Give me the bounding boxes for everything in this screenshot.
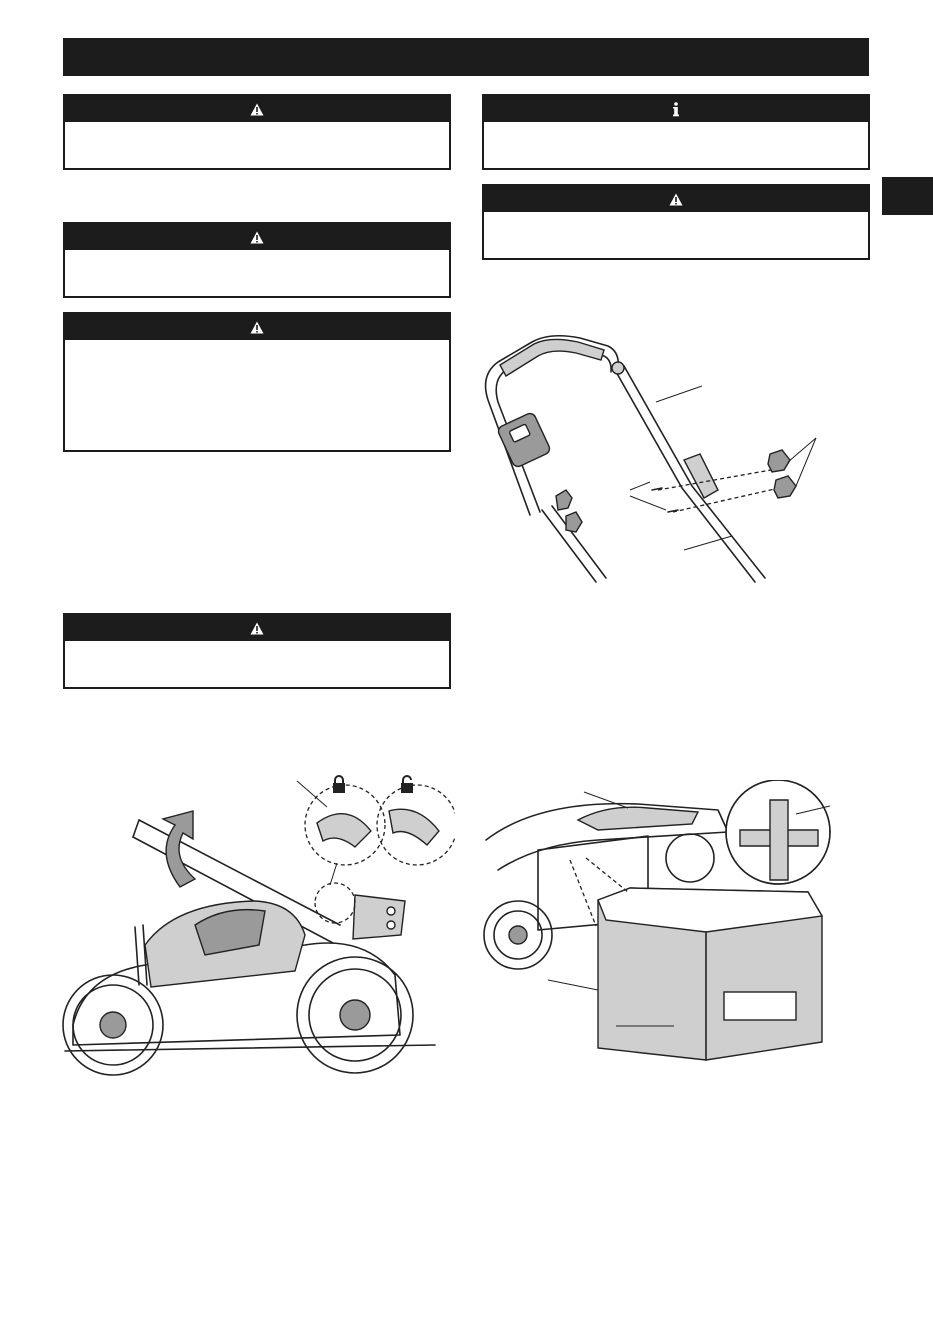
mower-folding-handle-illustration xyxy=(55,775,455,1085)
warning-box-2 xyxy=(63,222,451,298)
info-header xyxy=(484,96,868,122)
warning-header xyxy=(65,224,449,250)
warning-box-4 xyxy=(63,613,451,689)
lock-closed-icon xyxy=(333,776,345,793)
warning-header xyxy=(65,314,449,340)
warning-triangle-icon xyxy=(669,193,683,206)
warning-box-5 xyxy=(482,184,870,260)
warning-triangle-icon xyxy=(250,231,264,244)
grass-bag-attach-illustration xyxy=(478,780,846,1070)
warning-header xyxy=(484,186,868,212)
warning-header xyxy=(65,615,449,641)
info-icon xyxy=(672,102,680,117)
warning-box-3 xyxy=(63,312,451,452)
handle-assembly-illustration xyxy=(470,320,850,595)
lock-open-icon xyxy=(401,776,413,793)
warning-triangle-icon xyxy=(250,103,264,116)
section-title-bar xyxy=(63,38,869,76)
warning-triangle-icon xyxy=(250,321,264,334)
warning-triangle-icon xyxy=(250,622,264,635)
warning-box-1 xyxy=(63,94,451,170)
chapter-tab xyxy=(882,177,933,215)
info-box xyxy=(482,94,870,170)
warning-header xyxy=(65,96,449,122)
